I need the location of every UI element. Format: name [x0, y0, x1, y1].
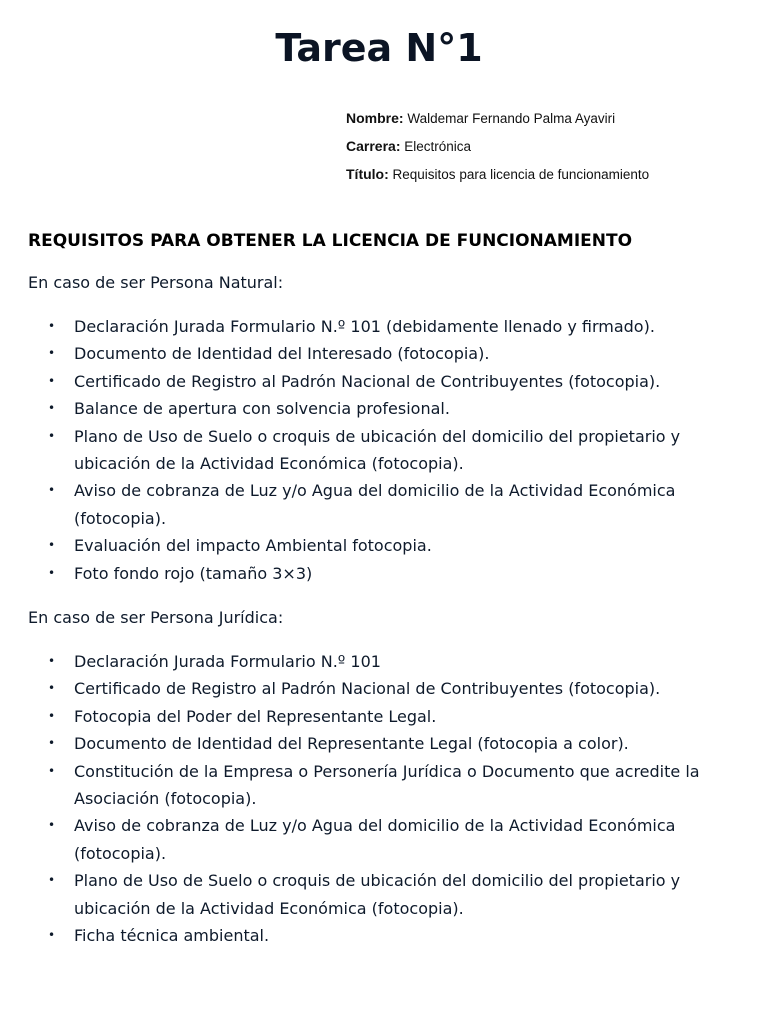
meta-value: Waldemar Fernando Palma Ayaviri [407, 111, 616, 126]
meta-label: Nombre: [346, 110, 404, 126]
list-item [28, 368, 743, 395]
list-item-text: Certificado de Registro al Padrón Nacional de Contribuyentes (fotocopia). [74, 679, 661, 699]
bullet-icon: • [48, 763, 56, 778]
meta-label: Título: [346, 166, 389, 182]
list-item [28, 313, 743, 340]
list-item [28, 423, 743, 478]
bullet-icon: • [48, 654, 56, 668]
intro-persona-natural: En caso de ser Persona Natural: [28, 273, 284, 292]
list-item [28, 648, 743, 675]
meta-label: Carrera: [346, 138, 401, 154]
list-item [28, 532, 743, 559]
list-item-text: Evaluación del impacto Ambiental fotocopia. [74, 536, 432, 556]
bullet-icon: • [48, 873, 56, 888]
list-item-text: Documento de Identidad del Interesado (fotocopia). [74, 344, 490, 364]
list-item-text: Plano de Uso de Suelo o croquis de ubicación del domicilio del propietario y ubicación de la Actividad Económica (fotocopia). [74, 426, 681, 474]
document-title: Tarea N°1 [275, 26, 483, 70]
bullet-icon: • [48, 483, 56, 498]
list-item [28, 477, 743, 532]
list-item [28, 922, 743, 949]
bullet-icon: • [48, 681, 56, 696]
intro-persona-juridica: En caso de ser Persona Jurídica: [28, 608, 284, 627]
section-heading: REQUISITOS PARA OBTENER LA LICENCIA DE FUNCIONAMIENTO [28, 231, 633, 251]
list-item-text: Aviso de cobranza de Luz y/o Agua del domicilio de la Actividad Económica (fotocopia). [74, 481, 676, 528]
list-item-text: Ficha técnica ambiental. [74, 926, 270, 946]
meta-line-titulo [346, 162, 746, 190]
bullet-icon: • [48, 928, 56, 943]
bullet-icon: • [48, 538, 56, 553]
list-item-text: Documento de Identidad del Representante Legal (fotocopia a color). [74, 734, 629, 754]
bullet-icon: • [48, 401, 56, 416]
list-item-text: Constitución de la Empresa o Personería Jurídica o Documento que acredite la Asociación (fotocopia). [74, 761, 700, 809]
list-item [28, 675, 743, 702]
meta-value: Requisitos para licencia de funcionamiento [392, 167, 650, 182]
requirements-list-natural [28, 313, 743, 587]
list-item-text: Balance de apertura con solvencia profesional. [74, 399, 450, 419]
meta-line-nombre [346, 106, 746, 134]
bullet-icon: • [48, 818, 56, 833]
list-item [28, 395, 743, 422]
list-item [28, 703, 743, 730]
list-item [28, 340, 743, 367]
list-item [28, 867, 743, 922]
author-info-block [346, 106, 746, 190]
requirements-list-juridica [28, 648, 743, 949]
list-item [28, 812, 743, 867]
list-item [28, 730, 743, 757]
meta-value: Electrónica [404, 139, 472, 154]
list-item-text: Foto fondo rojo (tamaño 3×3) [74, 563, 313, 583]
bullet-icon: • [48, 428, 56, 443]
list-item-text: Certificado de Registro al Padrón Nacional de Contribuyentes (fotocopia). [74, 371, 661, 391]
list-item [28, 560, 743, 587]
list-item [28, 758, 743, 813]
bullet-icon: • [48, 736, 56, 751]
list-item-text: Plano de Uso de Suelo o croquis de ubicación del domicilio del propietario y ubicación de la Actividad Económica (fotocopia). [74, 871, 681, 918]
bullet-icon: • [48, 373, 56, 388]
list-item-text: Fotocopia del Poder del Representante Legal. [74, 706, 437, 726]
meta-line-carrera [346, 134, 746, 162]
list-item-text: Declaración Jurada Formulario N.º 101 [74, 652, 381, 671]
bullet-icon: • [48, 319, 56, 333]
bullet-icon: • [48, 565, 56, 580]
list-item-text: Declaración Jurada Formulario N.º 101 (debidamente llenado y firmado). [74, 317, 655, 336]
list-item-text: Aviso de cobranza de Luz y/o Agua del domicilio de la Actividad Económica (fotocopia). [74, 816, 676, 863]
bullet-icon: • [48, 708, 56, 723]
bullet-icon: • [48, 346, 56, 361]
